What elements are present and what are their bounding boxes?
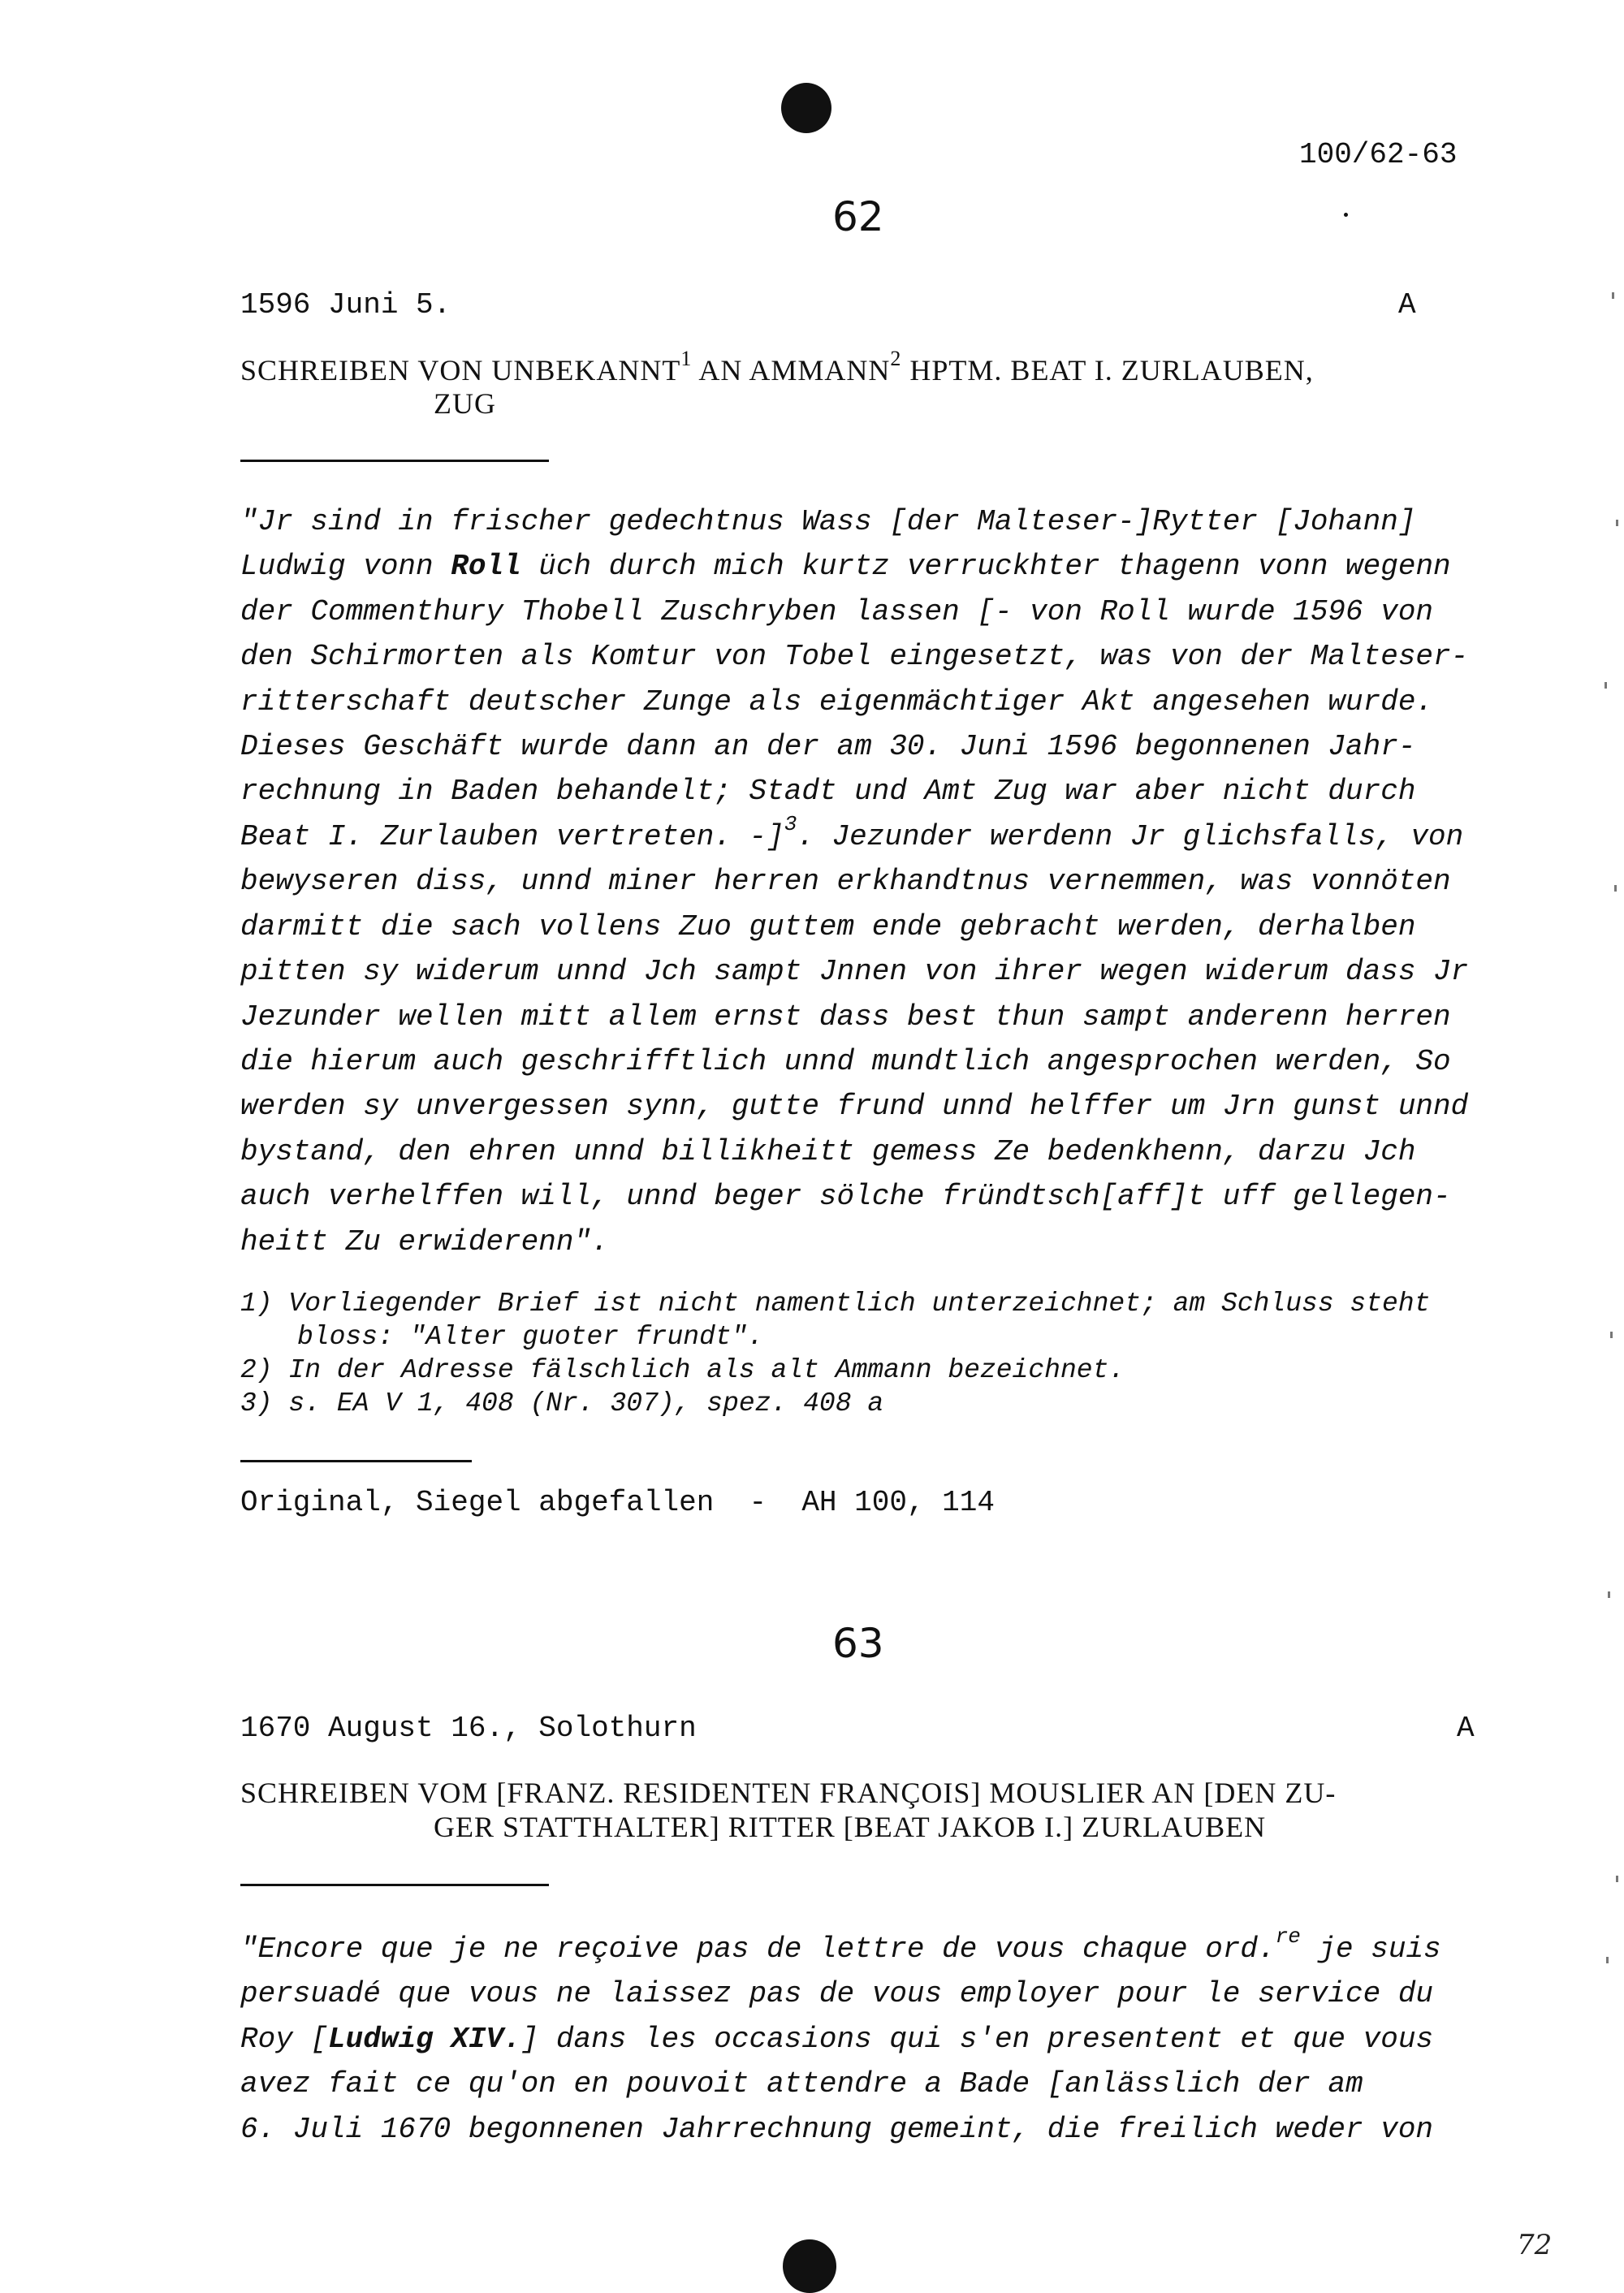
divider: [240, 460, 549, 462]
text-line: darmitt die sach vollens Zuo guttem ende gebracht werden, derhalben: [240, 910, 1416, 944]
grade-letter: A: [1398, 288, 1416, 322]
text-line: persuadé que vous ne laissez pas de vous employer pour le service du: [240, 1977, 1434, 2010]
text-line: werden sy unvergessen synn, gutte frund unnd helffer um Jrn gunst unnd: [240, 1090, 1469, 1123]
document-date: 1596 Juni 5.: [240, 288, 451, 322]
text-line: bewyseren diss, unnd miner herren erkhandtnus vernemmen, was vonnöten: [240, 865, 1451, 898]
text-line: 6. Juli 1670 begonnenen Jahrrechnung gemeint, die freilich weder von: [240, 2113, 1434, 2146]
footnote-2: 2) In der Adresse fälschlich als alt Ammann bezeichnet.: [240, 1355, 1125, 1385]
footnote-divider: [240, 1460, 472, 1462]
document-number-63: 63: [832, 1620, 884, 1667]
grade-letter: A: [1457, 1712, 1475, 1745]
source-note: Original, Siegel abgefallen - AH 100, 114: [240, 1486, 995, 1519]
document-number-62: 62: [832, 193, 884, 240]
document-title-line2: GER STATTHALTER] RITTER [BEAT JAKOB I.] ZURLAUBEN: [434, 1811, 1267, 1843]
reference-number: 100/62-63: [1299, 138, 1458, 171]
punch-hole-top: [781, 83, 831, 133]
text-line: pitten sy widerum unnd Jch sampt Jnnen von ihrer wegen widerum dass Jr: [240, 955, 1469, 988]
text-line: Jezunder wellen mitt allem ernst dass best thun sampt anderenn herren: [240, 1000, 1451, 1034]
divider: [240, 1884, 549, 1886]
text-line: "Jr sind in frischer gedechtnus Wass [der Malteser-]Rytter [Johann]: [240, 505, 1416, 538]
text-line: Dieses Geschäft wurde dann an der am 30. Juni 1596 begonnenen Jahr-: [240, 730, 1416, 763]
text-line: der Commenthury Thobell Zuschryben lassen [- von Roll wurde 1596 von: [240, 595, 1434, 628]
text-line: ritterschaft deutscher Zunge als eigenmächtiger Akt angesehen wurde.: [240, 685, 1434, 719]
quoted-text: [240, 505, 1507, 1268]
text-line: Beat I. Zurlauben vertreten. -]$^3$. Jezunder werdenn Jr glichsfalls, von: [240, 812, 1464, 853]
document-title: SCHREIBEN VOM [FRANZ. RESIDENTEN FRANÇOIS] MOUSLIER AN [DEN ZU-: [240, 1777, 1337, 1809]
document-date: 1670 August 16., Solothurn: [240, 1712, 697, 1745]
footnote-1-cont: bloss: "Alter guoter frundt".: [297, 1322, 764, 1352]
footnote-1: 1) Vorliegender Brief ist nicht namentlich unterzeichnet; am Schluss steht: [240, 1289, 1431, 1319]
text-line: den Schirmorten als Komtur von Tobel eingesetzt, was von der Malteser-: [240, 640, 1469, 673]
footnote-3: 3) s. EA V 1, 408 (Nr. 307), spez. 408 a: [240, 1388, 884, 1419]
document-title-line2: ZUG: [434, 387, 496, 420]
text-line: Roy [Ludwig XIV.] dans les occasions qui s'en presentent et que vous: [240, 2023, 1434, 2056]
text-line: die hierum auch geschrifftlich unnd mundtlich angesprochen werden, So: [240, 1045, 1451, 1078]
text-line: heitt Zu erwiderenn".: [240, 1225, 609, 1259]
text-line: avez fait ce qu'on en pouvoit attendre a Bade [anlässlich der am: [240, 2067, 1363, 2101]
text-line: auch verhelffen will, unnd beger sölche fründtsch[aff]t uff gellegen-: [240, 1180, 1451, 1213]
page-mark: 72: [1517, 2229, 1553, 2261]
document-title: SCHREIBEN VON UNBEKANNT$^1$ AN AMMANN$^2$ HPTM. BEAT I. ZURLAUBEN,: [240, 347, 1314, 386]
scan-speck: [1344, 213, 1348, 217]
text-line: Ludwig vonn Roll üch durch mich kurtz verruckhter thagenn vonn wegenn: [240, 550, 1451, 583]
text-line: "Encore que je ne reçoive pas de lettre de vous chaque ord.$^{re}$ je suis: [240, 1924, 1441, 1966]
punch-hole-bottom: [783, 2239, 836, 2293]
quoted-text: [240, 1924, 1507, 2176]
text-line: bystand, den ehren unnd billikheitt gemess Ze bedenkhenn, darzu Jch: [240, 1135, 1416, 1168]
text-line: rechnung in Baden behandelt; Stadt und Amt Zug war aber nicht durch: [240, 775, 1416, 808]
